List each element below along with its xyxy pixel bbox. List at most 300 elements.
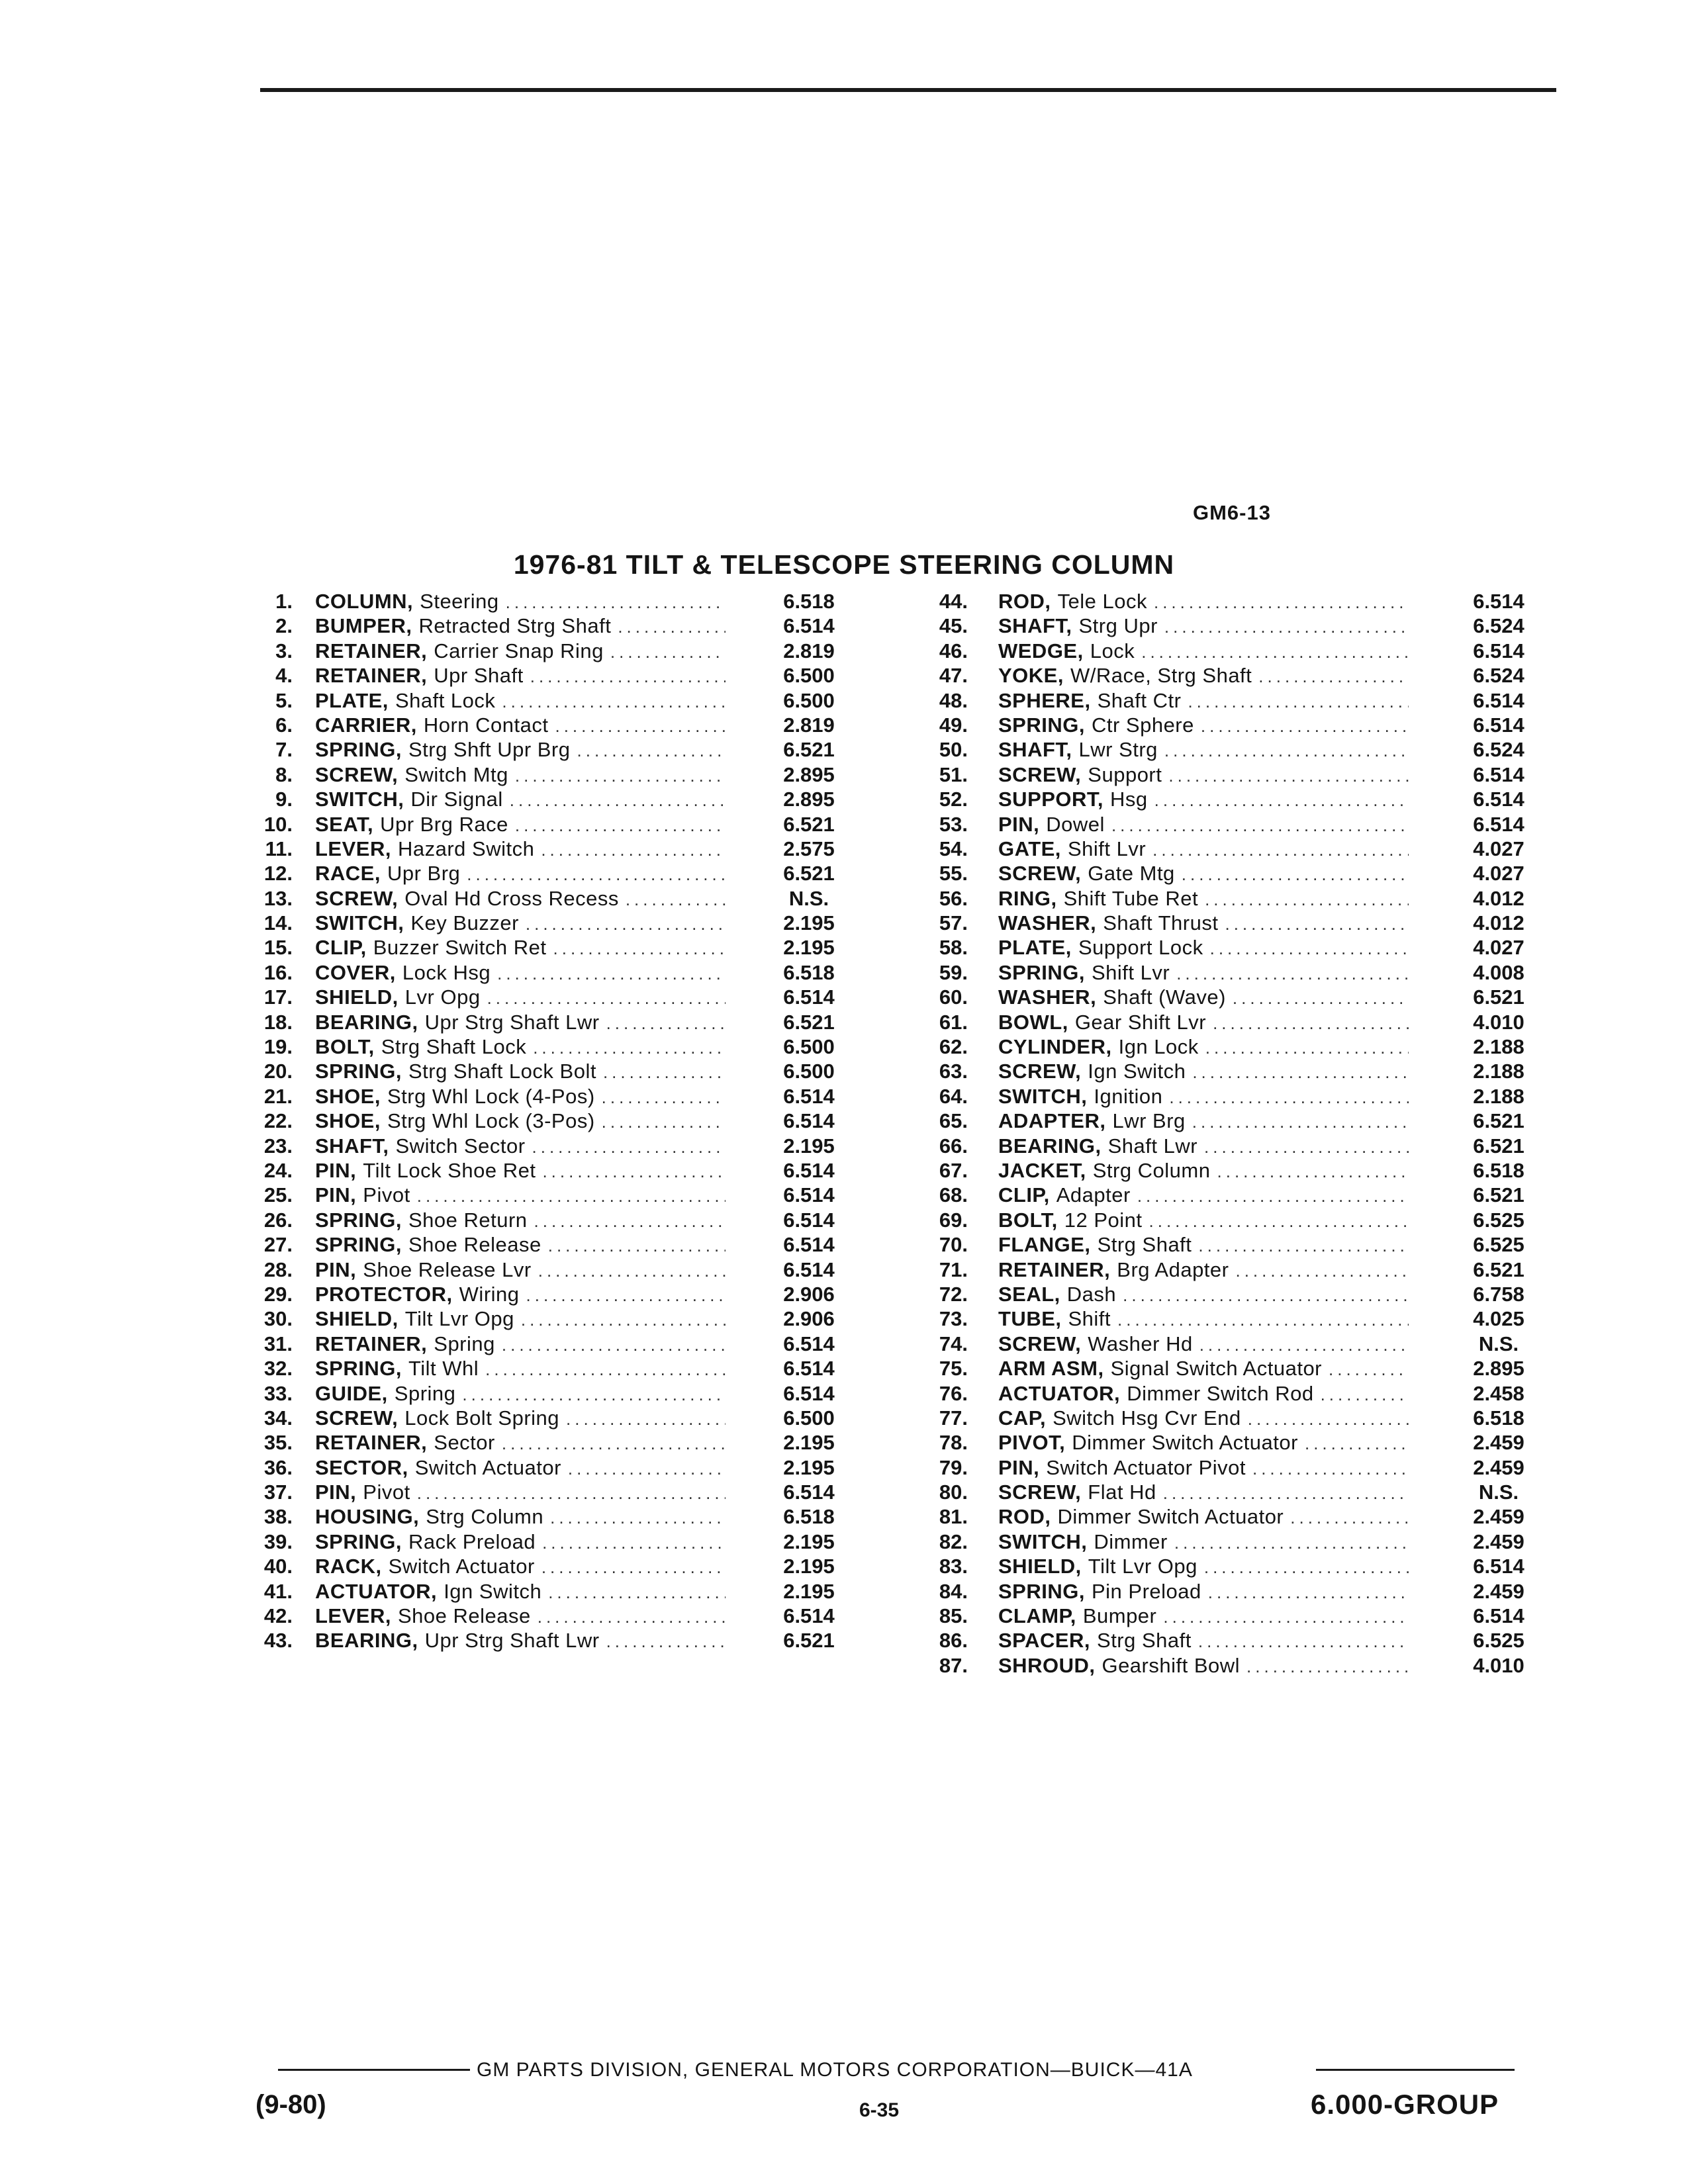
part-name — [998, 1480, 1409, 1506]
group-number: 6.514 — [1473, 688, 1524, 712]
part-number: 42. — [263, 1604, 293, 1628]
part-noun: RACK, — [315, 1555, 382, 1578]
part-description: Rack Preload — [408, 1529, 536, 1553]
part-name — [998, 1529, 1409, 1555]
part-description: Shift Lvr — [1091, 960, 1170, 984]
part-name — [315, 1406, 726, 1432]
footer-group: 6.000-GROUP — [1311, 2089, 1499, 2120]
part-name — [315, 614, 726, 639]
group-number: 6.500 — [783, 1035, 835, 1059]
group-number: 6.500 — [783, 664, 835, 688]
footer-page-number: 6-35 — [859, 2099, 900, 2121]
part-description: Adapter — [1056, 1183, 1131, 1207]
part-noun: SCREW, — [998, 1332, 1082, 1355]
part-name — [998, 1257, 1409, 1283]
part-number: 73. — [939, 1307, 968, 1331]
parts-row — [923, 1282, 1555, 1306]
part-number: 69. — [939, 1208, 968, 1232]
part-description: Lwr Brg — [1112, 1109, 1186, 1133]
part-description: Upr Shaft — [434, 664, 524, 688]
part-description: Switch Hsg Cvr End — [1053, 1406, 1241, 1430]
group-number: 6.514 — [1473, 713, 1524, 737]
leader-dots — [1258, 664, 1409, 689]
part-name — [998, 1332, 1409, 1357]
part-number: 13. — [263, 886, 293, 910]
leader-dots — [1233, 986, 1409, 1011]
group-number: 2.188 — [1473, 1084, 1524, 1108]
parts-row — [246, 812, 875, 837]
part-description: Hazard Switch — [397, 837, 535, 860]
part-noun: SPACER, — [998, 1629, 1091, 1653]
part-noun: PIN, — [998, 1455, 1040, 1479]
leader-dots — [577, 739, 726, 763]
group-number: 2.195 — [783, 911, 835, 935]
part-number: 43. — [263, 1629, 293, 1653]
part-description: Wiring — [459, 1282, 520, 1306]
part-description: Switch Actuator — [388, 1555, 535, 1578]
part-number: 27. — [263, 1233, 293, 1257]
parts-row — [246, 935, 875, 960]
part-number: 77. — [939, 1406, 968, 1430]
group-number: 2.195 — [783, 936, 835, 960]
leader-dots — [526, 1283, 726, 1308]
leader-dots — [1246, 1655, 1409, 1679]
group-number: 6.514 — [783, 1233, 835, 1257]
part-name — [998, 787, 1409, 813]
part-noun: PIVOT, — [998, 1431, 1066, 1455]
group-number: 6.514 — [783, 1183, 835, 1207]
leader-dots — [1204, 1555, 1409, 1580]
leader-dots — [1176, 962, 1409, 986]
part-number: 81. — [939, 1505, 968, 1529]
leader-dots — [1168, 764, 1409, 788]
parts-row — [923, 812, 1555, 837]
group-number: 4.027 — [1473, 862, 1524, 886]
part-number: 11. — [265, 837, 293, 860]
leader-dots — [417, 1184, 726, 1208]
leader-dots — [1225, 912, 1409, 936]
part-description: Shoe Release Lvr — [363, 1257, 532, 1281]
part-noun: RETAINER, — [998, 1257, 1111, 1281]
parts-row — [246, 1356, 875, 1381]
group-number: 2.195 — [783, 1134, 835, 1158]
leader-dots — [542, 1531, 726, 1555]
part-name — [998, 1653, 1409, 1679]
part-noun: RETAINER, — [315, 1431, 428, 1455]
part-number: 26. — [263, 1208, 293, 1232]
group-number: 2.188 — [1473, 1035, 1524, 1059]
leader-dots — [521, 1308, 726, 1332]
part-noun: LEVER, — [315, 1604, 391, 1628]
part-noun: SWITCH, — [315, 911, 404, 935]
group-number: 6.514 — [783, 614, 835, 638]
part-number: 86. — [939, 1629, 968, 1653]
part-name — [998, 737, 1409, 763]
parts-row — [923, 1208, 1555, 1232]
group-number: 2.895 — [783, 762, 835, 786]
part-description: Shift Lvr — [1067, 837, 1147, 860]
part-noun: PROTECTOR, — [315, 1282, 453, 1306]
part-noun: RACE, — [315, 862, 381, 886]
part-noun: SHIELD, — [998, 1555, 1082, 1578]
part-name — [315, 1134, 726, 1160]
leader-dots — [1111, 813, 1409, 838]
leader-dots — [1154, 590, 1409, 615]
group-number: 6.514 — [1473, 639, 1524, 662]
part-number: 14. — [263, 911, 293, 935]
part-number: 51. — [939, 762, 968, 786]
part-name — [315, 713, 726, 739]
parts-row — [923, 589, 1555, 614]
part-description: Strg Column — [1092, 1158, 1211, 1182]
parts-row — [923, 1529, 1555, 1554]
group-number: 2.906 — [783, 1307, 835, 1331]
part-description: Tilt Whl — [408, 1357, 479, 1381]
leader-dots — [1174, 1531, 1409, 1555]
part-number: 71. — [939, 1257, 968, 1281]
part-description: Shaft Lock — [395, 688, 496, 712]
part-number: 65. — [939, 1109, 968, 1133]
part-noun: BEARING, — [315, 1629, 418, 1653]
part-description: Tilt Lvr Opg — [404, 1307, 514, 1331]
part-name — [315, 1604, 726, 1629]
part-noun: PIN, — [315, 1480, 357, 1504]
part-description: Strg Shft Upr Brg — [408, 738, 571, 762]
parts-row — [246, 1232, 875, 1257]
group-number: 6.500 — [783, 688, 835, 712]
leader-dots — [1208, 1580, 1409, 1605]
part-number: 35. — [263, 1431, 293, 1455]
part-description: Ctr Sphere — [1091, 713, 1194, 737]
part-number: 66. — [939, 1134, 968, 1158]
group-number: 6.500 — [783, 1060, 835, 1083]
part-name — [315, 1480, 726, 1506]
parts-row — [923, 935, 1555, 960]
part-name — [998, 1406, 1409, 1432]
part-noun: ACTUATOR, — [998, 1381, 1121, 1405]
part-name — [315, 886, 726, 912]
part-noun: TUBE, — [998, 1307, 1062, 1331]
part-number: 4. — [275, 664, 293, 688]
group-number: 4.012 — [1473, 886, 1524, 910]
part-noun: CARRIER, — [315, 713, 417, 737]
group-number: 6.521 — [1473, 985, 1524, 1009]
leader-dots — [606, 1629, 726, 1654]
parts-row — [246, 1208, 875, 1232]
part-description: Strg Shaft Lock — [381, 1035, 527, 1059]
part-number: 74. — [939, 1332, 968, 1355]
group-number: 2.195 — [783, 1579, 835, 1603]
leader-dots — [603, 1060, 726, 1085]
group-number: 6.758 — [1473, 1282, 1524, 1306]
parts-row — [246, 1134, 875, 1158]
part-noun: JACKET, — [998, 1158, 1086, 1182]
part-name — [315, 1010, 726, 1036]
parts-row — [923, 1504, 1555, 1529]
part-name — [315, 1084, 726, 1110]
group-number: 4.012 — [1473, 911, 1524, 935]
parts-row — [923, 1059, 1555, 1083]
part-name — [998, 1282, 1409, 1308]
parts-row — [246, 886, 875, 911]
parts-row — [923, 1034, 1555, 1059]
part-noun: ADAPTER, — [998, 1109, 1106, 1133]
part-description: Switch Mtg — [404, 762, 508, 786]
part-description: Gate Mtg — [1088, 862, 1175, 886]
leader-dots — [541, 838, 726, 862]
part-description: Ign Switch — [1088, 1060, 1186, 1083]
parts-row — [923, 1356, 1555, 1381]
parts-row — [923, 1579, 1555, 1604]
parts-row — [246, 1604, 875, 1628]
part-description: Hsg — [1110, 788, 1148, 811]
part-name — [315, 1306, 726, 1332]
part-description: Lock — [1090, 639, 1135, 662]
part-number: 62. — [939, 1035, 968, 1059]
part-description: Shaft Ctr — [1097, 688, 1182, 712]
part-description: Key Buzzer — [410, 911, 519, 935]
group-number: 2.188 — [1473, 1060, 1524, 1083]
part-name — [315, 861, 726, 887]
group-number: 6.514 — [783, 1357, 835, 1381]
part-noun: SPRING, — [998, 1579, 1085, 1603]
parts-row — [246, 985, 875, 1009]
parts-row — [246, 1084, 875, 1109]
leader-dots — [548, 1234, 726, 1258]
part-noun: CLIP, — [315, 936, 367, 960]
part-number: 22. — [263, 1109, 293, 1133]
part-name — [998, 1628, 1409, 1654]
part-noun: SCREW, — [998, 862, 1082, 886]
part-description: Dir Signal — [410, 788, 503, 811]
parts-row — [246, 737, 875, 762]
parts-row — [923, 639, 1555, 663]
parts-row — [923, 1455, 1555, 1480]
part-name — [998, 985, 1409, 1011]
part-number: 64. — [939, 1084, 968, 1108]
group-number: 6.514 — [783, 1480, 835, 1504]
part-name — [315, 1183, 726, 1208]
part-description: Brg Adapter — [1117, 1257, 1229, 1281]
part-description: Lwr Strg — [1078, 738, 1158, 762]
part-description: Switch Actuator — [414, 1455, 561, 1479]
group-number: 6.521 — [1473, 1134, 1524, 1158]
part-description: Signal Switch Actuator — [1110, 1357, 1323, 1381]
part-description: Dimmer Switch Actuator — [1057, 1505, 1284, 1529]
parts-row — [246, 1332, 875, 1356]
part-name — [998, 935, 1409, 961]
part-name — [998, 1183, 1409, 1208]
part-description: Strg Shaft Lock Bolt — [408, 1060, 596, 1083]
parts-row — [246, 1480, 875, 1504]
part-description: Steering — [420, 590, 499, 613]
leader-dots — [1305, 1432, 1409, 1456]
parts-row — [246, 960, 875, 985]
part-description: Bumper — [1082, 1604, 1157, 1628]
part-description: Upr Strg Shaft Lwr — [424, 1629, 600, 1653]
part-name — [315, 837, 726, 862]
parts-row — [246, 1504, 875, 1529]
group-number: 2.819 — [783, 639, 835, 662]
part-description: Oval Hd Cross Recess — [404, 886, 619, 910]
leader-dots — [1199, 1333, 1409, 1357]
leader-dots — [610, 640, 726, 664]
part-name — [998, 614, 1409, 639]
part-noun: SUPPORT, — [998, 788, 1104, 811]
part-noun: LEVER, — [315, 837, 391, 860]
leader-dots — [497, 962, 726, 986]
part-number: 34. — [263, 1406, 293, 1430]
part-name — [315, 1430, 726, 1456]
parts-row — [246, 1406, 875, 1430]
part-description: Dimmer Switch Rod — [1127, 1381, 1314, 1405]
part-number: 10. — [263, 812, 293, 836]
group-number: 2.195 — [783, 1529, 835, 1553]
group-number: 2.459 — [1473, 1455, 1524, 1479]
leader-dots — [1137, 1184, 1409, 1208]
part-number: 70. — [939, 1233, 968, 1257]
part-name — [998, 688, 1409, 714]
part-description: Ignition — [1094, 1084, 1163, 1108]
part-description: Retracted Strg Shaft — [418, 614, 612, 638]
part-name — [315, 1034, 726, 1060]
group-number: 4.027 — [1473, 837, 1524, 860]
group-number: 6.514 — [1473, 762, 1524, 786]
part-description: Dowel — [1046, 812, 1105, 836]
group-number: 6.518 — [1473, 1158, 1524, 1182]
group-number: 2.459 — [1473, 1529, 1524, 1553]
group-number: 2.819 — [783, 713, 835, 737]
part-noun: SCREW, — [998, 1060, 1082, 1083]
part-noun: RING, — [998, 886, 1057, 910]
part-description: Shift — [1068, 1307, 1111, 1331]
parts-row — [246, 1158, 875, 1183]
part-description: Lock Hsg — [402, 960, 491, 984]
group-number: 2.459 — [1473, 1579, 1524, 1603]
group-number: 6.514 — [1473, 788, 1524, 811]
part-noun: CYLINDER, — [998, 1035, 1112, 1059]
leader-dots — [602, 1110, 726, 1134]
leader-dots — [1149, 1209, 1409, 1234]
parts-row — [246, 1010, 875, 1034]
part-number: 23. — [263, 1134, 293, 1158]
part-description: Horn Contact — [423, 713, 549, 737]
part-number: 46. — [939, 639, 968, 662]
part-name — [315, 911, 726, 936]
group-number: N.S. — [1478, 1480, 1519, 1504]
part-description: Support — [1088, 762, 1162, 786]
part-number: 32. — [263, 1357, 293, 1381]
part-name — [998, 713, 1409, 739]
part-name — [998, 837, 1409, 862]
part-noun: SCREW, — [315, 762, 399, 786]
part-noun: SCREW, — [998, 762, 1082, 786]
part-description: Switch Actuator Pivot — [1046, 1455, 1246, 1479]
part-number: 67. — [939, 1158, 968, 1182]
part-number: 47. — [939, 664, 968, 688]
part-name — [998, 1084, 1409, 1110]
parts-row — [923, 960, 1555, 985]
part-name — [315, 1529, 726, 1555]
group-number: 2.459 — [1473, 1431, 1524, 1455]
part-number: 25. — [263, 1183, 293, 1207]
part-name — [998, 1109, 1409, 1134]
part-name — [315, 1109, 726, 1134]
part-name — [315, 1232, 726, 1258]
group-number: 4.008 — [1473, 960, 1524, 984]
part-description: Tilt Lvr Opg — [1088, 1555, 1197, 1578]
part-description: Shoe Return — [408, 1208, 528, 1232]
leader-dots — [1188, 690, 1409, 714]
part-name — [315, 960, 726, 986]
part-name — [998, 886, 1409, 912]
leader-dots — [548, 1580, 726, 1605]
group-number: 2.906 — [783, 1282, 835, 1306]
part-noun: SCREW, — [315, 886, 399, 910]
part-description: Upr Brg — [387, 862, 461, 886]
group-number: 6.518 — [783, 590, 835, 613]
part-name — [998, 762, 1409, 788]
figure-id: GM6-13 — [1193, 501, 1271, 524]
group-number: 6.525 — [1473, 1208, 1524, 1232]
part-noun: SPRING, — [315, 738, 402, 762]
part-name — [998, 861, 1409, 887]
part-description: Tilt Lock Shoe Ret — [363, 1158, 536, 1182]
leader-dots — [1210, 936, 1409, 961]
part-name — [315, 787, 726, 813]
leader-dots — [1198, 1234, 1409, 1258]
part-noun: CLIP, — [998, 1183, 1050, 1207]
group-number: 2.195 — [783, 1555, 835, 1578]
part-number: 5. — [275, 688, 293, 712]
footer-rule-left — [278, 2069, 470, 2071]
leader-dots — [1169, 1085, 1409, 1110]
part-noun: BOWL, — [998, 1010, 1068, 1034]
part-noun: SHOE, — [315, 1084, 381, 1108]
parts-row — [923, 614, 1555, 638]
group-number: 2.195 — [783, 1455, 835, 1479]
leader-dots — [1123, 1283, 1409, 1308]
part-description: Washer Hd — [1088, 1332, 1193, 1355]
part-name — [315, 737, 726, 763]
group-number: 6.514 — [1473, 812, 1524, 836]
leader-dots — [1164, 615, 1409, 639]
part-noun: BUMPER, — [315, 614, 412, 638]
parts-row — [923, 1232, 1555, 1257]
group-number: 6.524 — [1473, 614, 1524, 638]
part-noun: RETAINER, — [315, 639, 428, 662]
part-number: 28. — [263, 1257, 293, 1281]
part-name — [315, 985, 726, 1011]
parts-row — [923, 688, 1555, 713]
leader-dots — [1213, 1011, 1409, 1036]
part-description: Pivot — [363, 1183, 410, 1207]
parts-row — [923, 1306, 1555, 1331]
group-number: 6.521 — [1473, 1109, 1524, 1133]
group-number: 6.500 — [783, 1406, 835, 1430]
leader-dots — [1205, 1036, 1409, 1060]
part-description: Dash — [1066, 1282, 1117, 1306]
part-number: 60. — [939, 985, 968, 1009]
part-description: Strg Whl Lock (4-Pos) — [387, 1084, 595, 1108]
part-description: Strg Column — [426, 1505, 544, 1529]
leader-dots — [1329, 1357, 1409, 1382]
part-number: 57. — [939, 911, 968, 935]
parts-row — [923, 1257, 1555, 1282]
leader-dots — [1205, 887, 1409, 912]
part-description: Strg Whl Lock (3-Pos) — [387, 1109, 595, 1133]
group-number: 6.525 — [1473, 1233, 1524, 1257]
